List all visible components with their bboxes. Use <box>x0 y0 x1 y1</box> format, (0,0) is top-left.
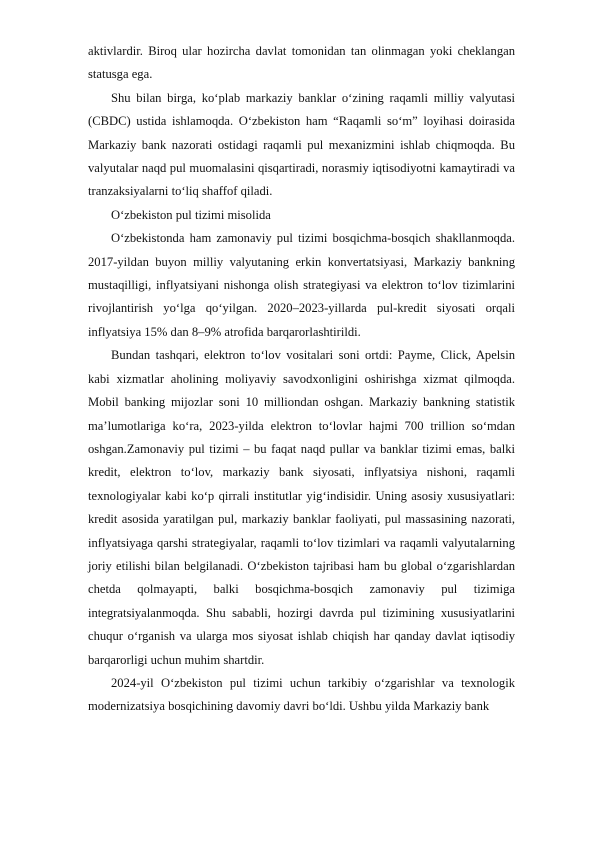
document-page <box>88 40 515 719</box>
section-heading: O‘zbekiston pul tizimi misolida <box>111 207 271 222</box>
paragraph-2: Shu bilan birga, ko‘plab markaziy banklar o‘zining raqamli milliy valyutasi (CBDC) ustida ishlamoqda. O‘zbekiston ham “Raqamli so‘m” loyihasi doirasida Markaziy bank nazorati ostidagi raqamli pul mexanizmini ishlab chiqmoqda. Bu valyutalar naqd pul muomalasini qisqartiradi, norasmiy iqtisodiyotni kamaytiradi va tranzaksiyalarni to‘liq shaffof qiladi. <box>88 90 515 199</box>
paragraph-1: aktivlardir. Biroq ular hozircha davlat tomonidan tan olinmagan yoki cheklangan statusga ega. <box>88 44 515 82</box>
paragraph-5: 2024-yil O‘zbekiston pul tizimi uchun tarkibiy o‘zgarishlar va texnologik modernizatsiya bosqichining davomiy davri bo‘ldi. Ushbu yilda Markaziy bank <box>88 675 515 714</box>
paragraph-3: O‘zbekistonda ham zamonaviy pul tizimi bosqichma-bosqich shakllanmoqda. 2017-yildan buyon milliy valyutaning erkin konvertatsiyasi, Markaziy bankning mustaqilligi, inflyatsiyani nishonga olish strategiyasi va elektron to‘lov tizimlarini rivojlantirish yo‘lga qo‘yilgan. 2020–2023-yillarda pul-kredit siyosati orqali inflyatsiya 15% dan 8–9% atrofida barqarorlashtirildi. <box>88 231 515 339</box>
paragraph-4: Bundan tashqari, elektron to‘lov vositalari soni ortdi: Payme, Click, Apelsin kabi xizmatlar aholining moliyaviy savodxonligini oshirishga xizmat qilmoqda. Mobil banking mijozlar soni 10 milliondan oshgan. Markaziy bankning statistik ma’lumotlariga ko‘ra, 2023-yilda elektron to‘lovlar hajmi 700 trillion so‘mdan oshgan.Zamonaviy pul tizimi – bu faqat naqd pullar va banklar tizimi emas, balki kredit, elektron to‘lov, markaziy bank siyosati, inflyatsiya nishoni, raqamli texnologiyalar kabi ko‘p qirrali institutlar yig‘indisidir. Uning asosiy xususiyatlari: kredit asosida yaratilgan pul, markaziy banklar faoliyati, pul massasining nazorati, inflyatsiyaga qarshi strategiyalar, raqamli to‘lov tizimlari va raqamli valyutalarning joriy etilishi bilan belgilanadi. O‘zbekiston tajribasi ham bu global o‘zgarishlardan chetda qolmayapti, balki bosqichma-bosqich zamonaviy pul tizimiga integratsiyalanmoqda. Shu sababli, hozirgi davrda pul tizimining xususiyatlarini chuqur o‘rganish va ularga mos siyosat ishlab chiqish har qanday davlat iqtisodiy barqarorligi uchun muhim shartdir. <box>88 348 515 667</box>
